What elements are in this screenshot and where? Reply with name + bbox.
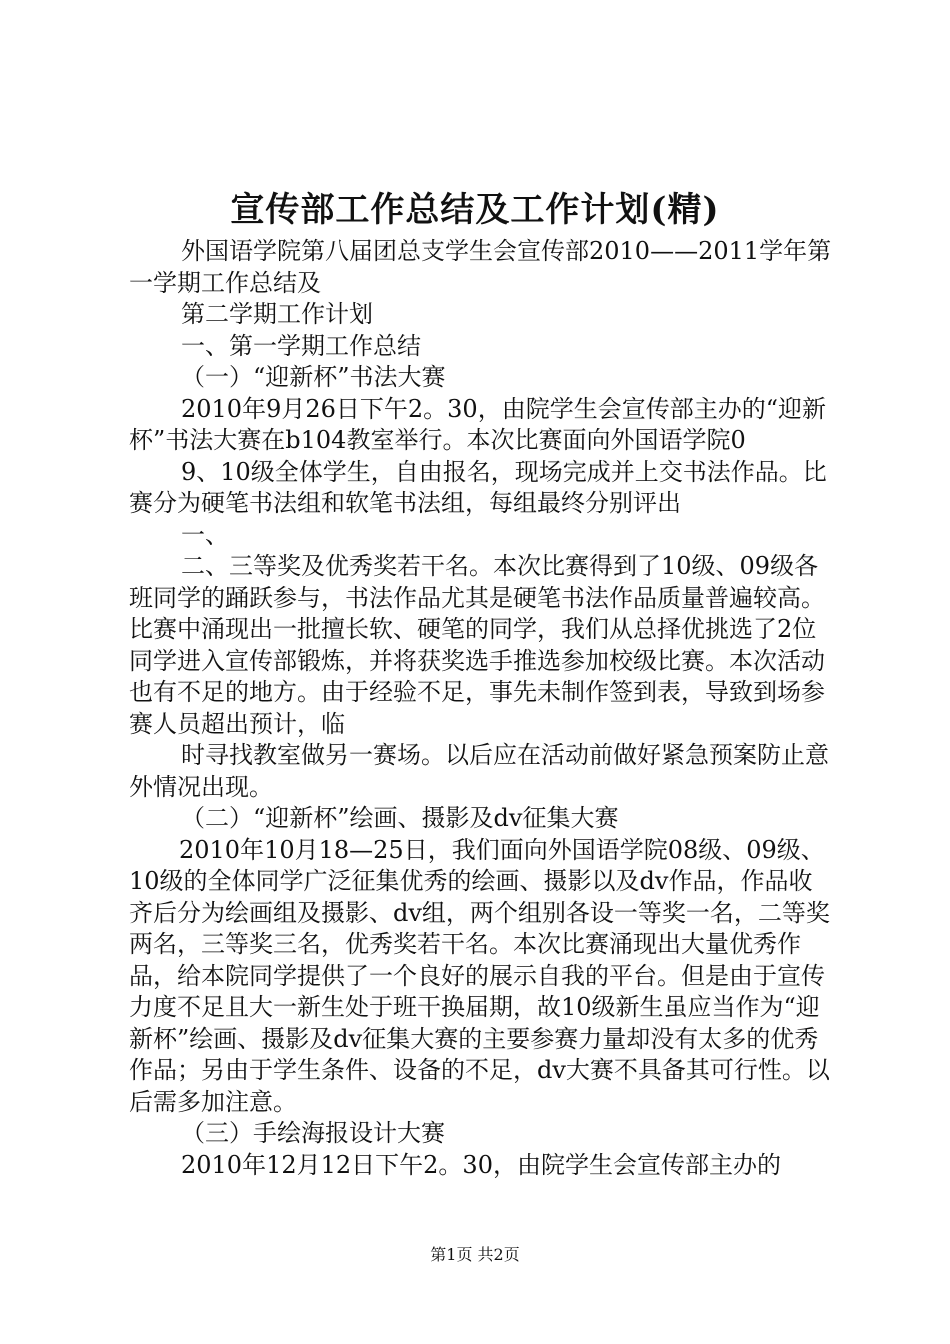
paragraph: 2010年10月18—25日，我们面向外国语学院08级、09级、10级的全体同学广泛征集优秀的绘画、摄影以及dv作品，作品收齐后分为绘画组及摄影、dv组，两个组别各设一等奖一名，二等奖两名，三等奖三名，优秀奖若干名。本次比赛涌现出大量优秀作品，给本院同学提供了一个良好的展示自我的平台。但是由于宣传力度不足且大一新生处于班干换届期，故10级新生虽应当作为“迎新杯”绘画、摄影及dv征集大赛的主要参赛力量却没有太多的优秀作品；另由于学生条件、设备的不足，dv大赛不具备其可行性。以后需多加注意。 bbox=[129, 835, 830, 1116]
subsection-heading: （三）手绘海报设计大赛 bbox=[181, 1119, 445, 1147]
paragraph: 一、 bbox=[181, 520, 229, 549]
section-heading: 一、第一学期工作总结 bbox=[181, 331, 421, 360]
paragraph: 时寻找教室做另一赛场。以后应在活动前做好紧急预案防止意外情况出现。 bbox=[129, 741, 829, 801]
subsection-heading: （一）“迎新杯”书法大赛 bbox=[181, 363, 446, 391]
paragraph: 外国语学院第八届团总支学生会宣传部2010——2011学年第一学期工作总结及 bbox=[129, 237, 832, 297]
paragraph: 9、10级全体学生，自由报名，现场完成并上交书法作品。比赛分为硬笔书法组和软笔书法组，每组最终分别评出 bbox=[129, 457, 827, 517]
document-title: 宣传部工作总结及工作计划(精) bbox=[230, 190, 720, 230]
page-footer: 第1页 共2页 bbox=[430, 1245, 520, 1264]
document-body bbox=[129, 236, 835, 1181]
paragraph: 第二学期工作计划 bbox=[181, 300, 373, 328]
paragraph: 二、三等奖及优秀奖若干名。本次比赛得到了10级、09级各班同学的踊跃参与，书法作品尤其是硬笔书法作品质量普遍较高。比赛中涌现出一批擅长软、硬笔的同学，我们从总择优挑选了2位同学进入宣传部锻炼，并将获奖选手推选参加校级比赛。本次活动也有不足的地方。由于经验不足，事先未制作签到表，导致到场参赛人员超出预计，临 bbox=[129, 552, 825, 738]
subsection-heading: （二）“迎新杯”绘画、摄影及dv征集大赛 bbox=[181, 804, 619, 832]
paragraph: 2010年9月26日下午2。30，由院学生会宣传部主办的“迎新杯”书法大赛在b104教室举行。本次比赛面向外国语学院0 bbox=[129, 394, 826, 454]
paragraph: 2010年12月12日下午2。30，由院学生会宣传部主办的 bbox=[181, 1150, 781, 1179]
